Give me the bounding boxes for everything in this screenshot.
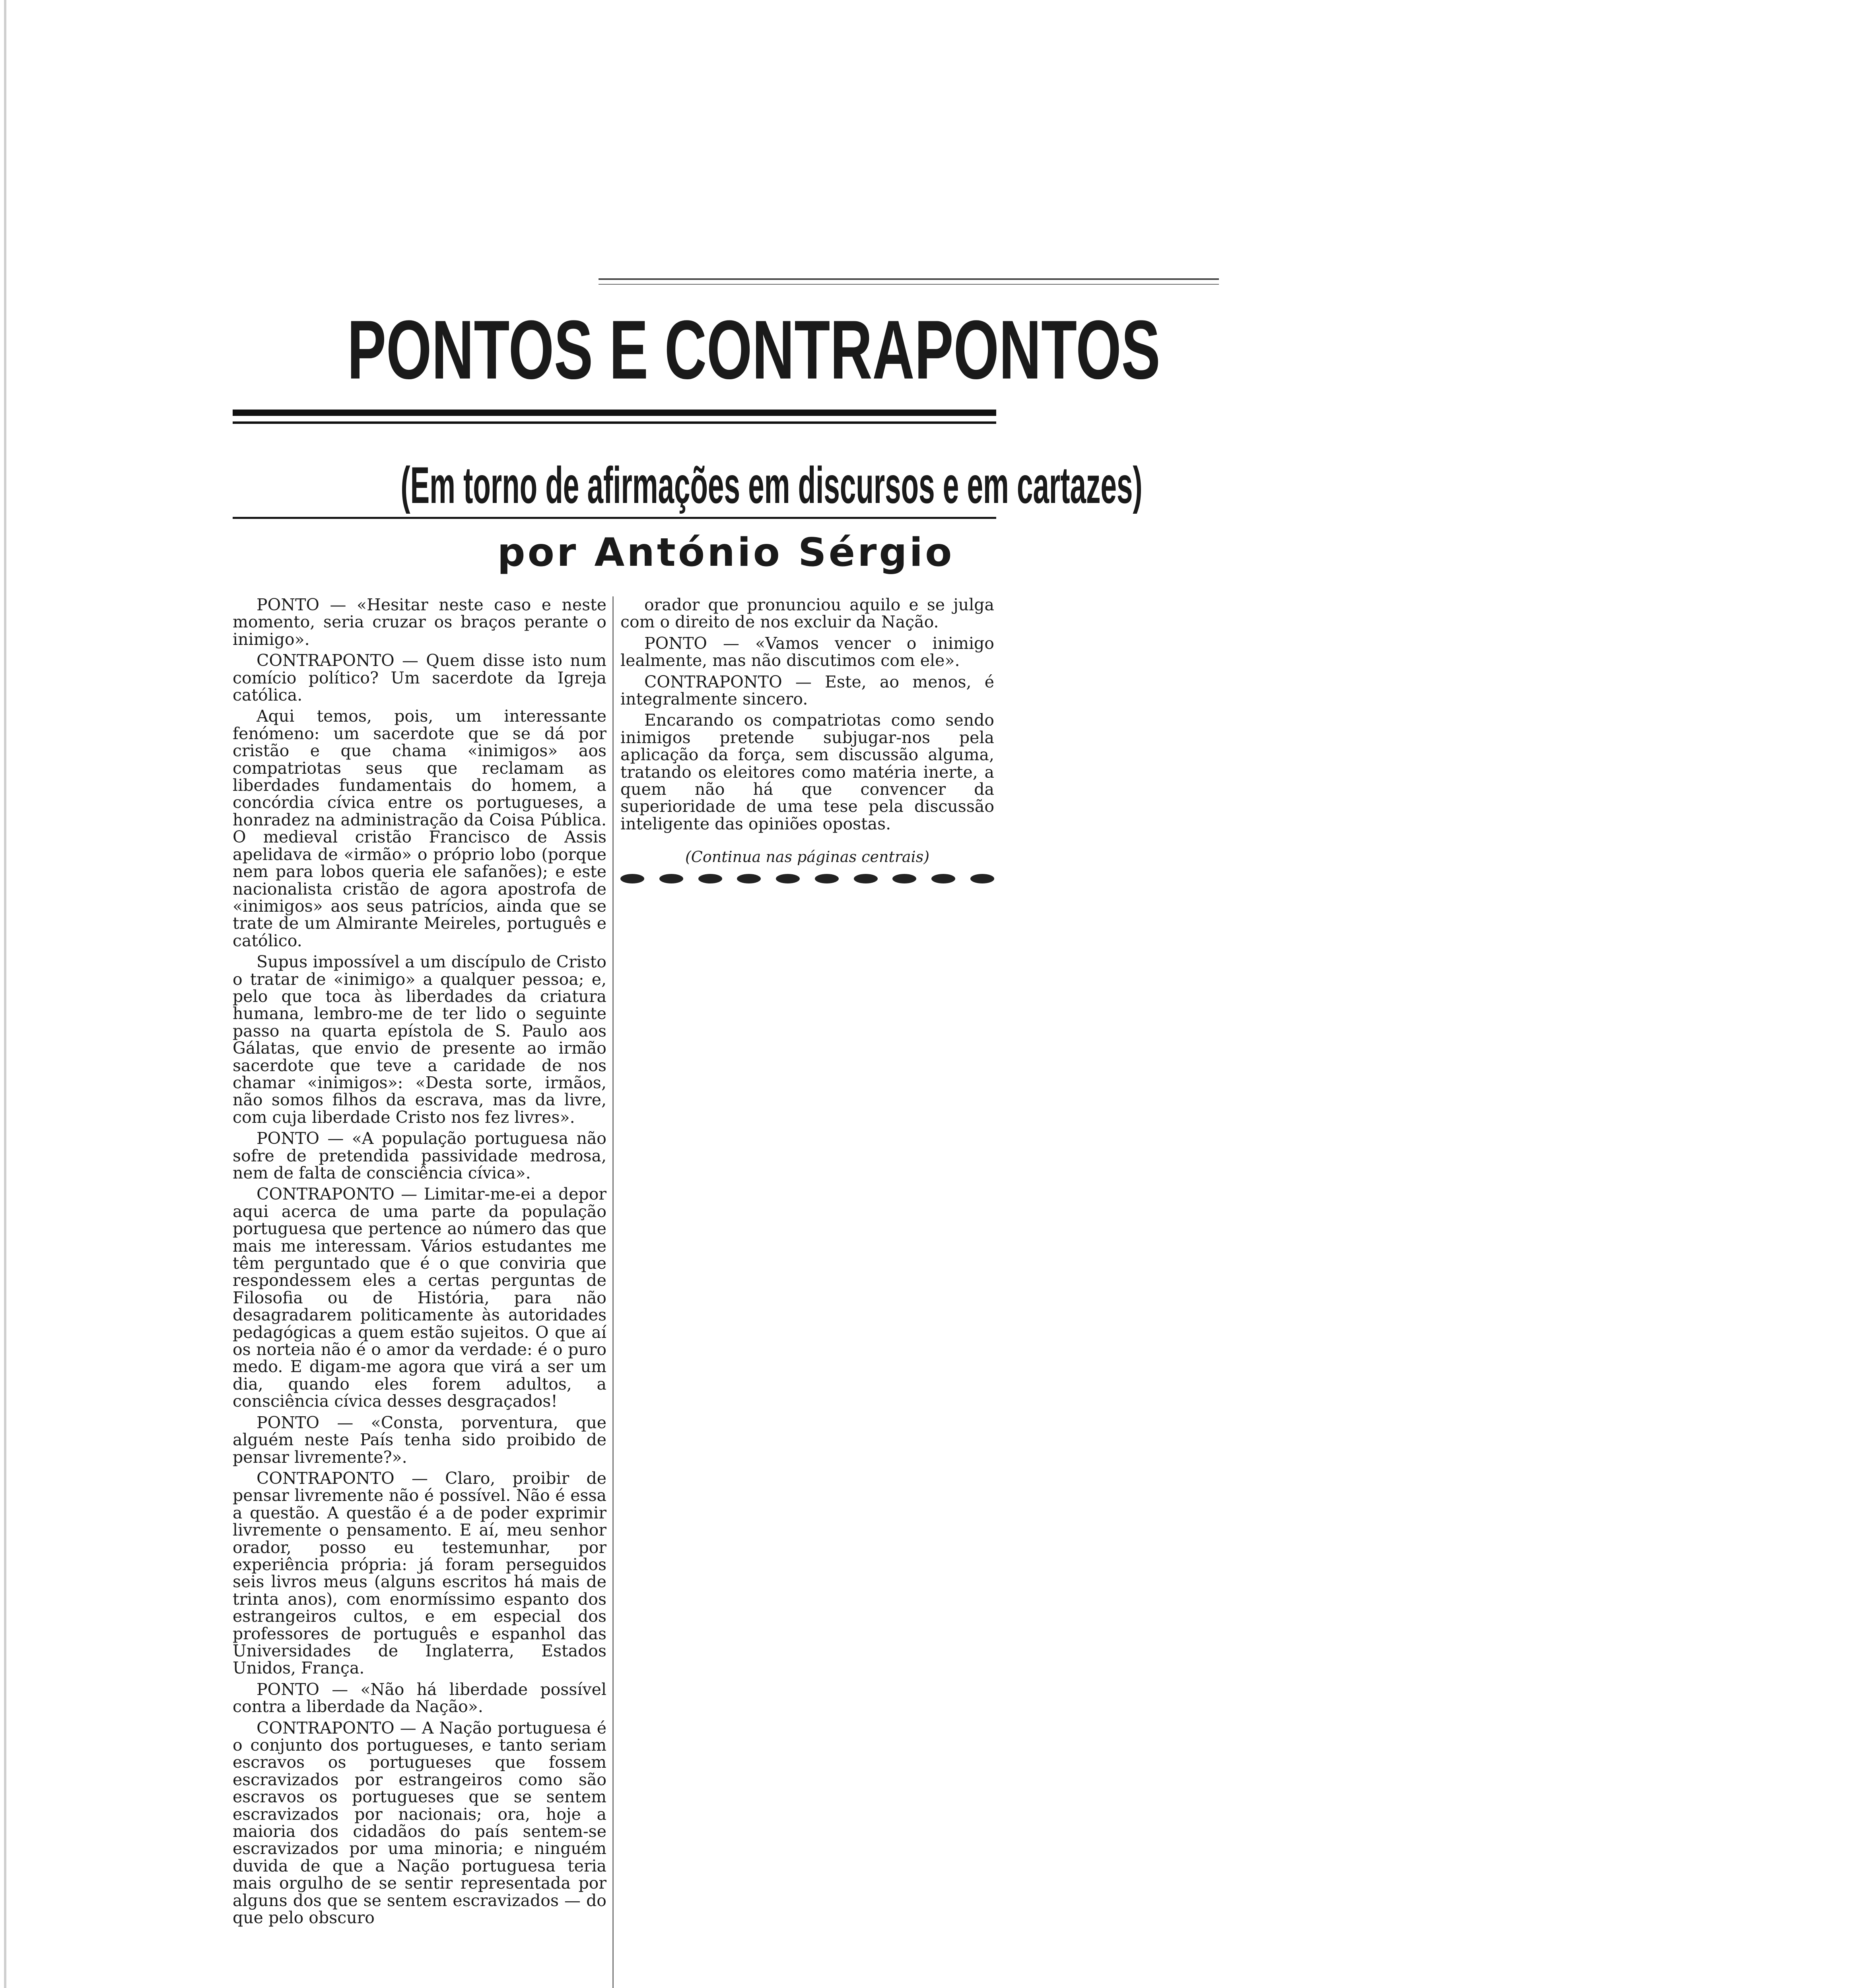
paragraph: Aqui temos, pois, um interessante fenómeno: um sacerdote que se dá por cristão e que chama «inimigos» aos compatriotas seus que reclamam as liberdades fundamentais do homem, a concórdia cívica entre os portugueses, a honradez na administração da Coisa Pública. O medieval cristão Francisco de Assis apelidava de «irmão» o próprio lobo (porque nem para lobos queria ele safanões); e este nacionalista cristão de agora apostrofa de «inimigos» aos seus patrícios, ainda que se trate de um Almirante Meireles, português e católico.: [233, 707, 606, 950]
paragraph: PONTO — «A população portuguesa não sofre de pretendida passividade medrosa, nem de falta de consciência cívica».: [233, 1129, 606, 1182]
paragraph: Encarando os compatriotas como sendo inimigos pretende subjugar-nos pela aplicação da força, sem discussão alguma, tratando os eleitores como matéria inerte, a quem não há que convencer da superioridade de uma tese pela discussão inteligente das opiniões opostas.: [620, 711, 994, 833]
page-edge: [4, 0, 6, 1988]
headline-rule: [233, 410, 996, 416]
paragraph: CONTRAPONTO — Limitar-me-ei a depor aqui acerca de uma parte da população portuguesa que pertence ao número das que mais me interessam. Vários estudantes me têm perguntado que é o que conviria que respondessem eles a certas perguntas de Filosofia ou de História, para não desagradarem politicamente às autoridades pedagógicas a quem estão sujeitos. O que aí os norteia não é o amor da verdade: é o puro medo. E digam-me agora que virá a ser um dia, quando eles forem adultos, a consciência cívica desses desgraçados!: [233, 1184, 606, 1411]
paragraph: CONTRAPONTO — Este, ao menos, é integralmente sincero.: [620, 672, 994, 709]
paragraph: CONTRAPONTO — A Nação portuguesa é o conjunto dos portugueses, e tanto seriam escravos os portugueses que fossem escravizados por estrangeiros como são escravos os portugueses que se sentem escravizados por nacionais; ora, hoje a maioria dos cidadãos do país sentem-se escravizados por uma minoria; e ninguém duvida de que a Nação portuguesa teria mais orgulho de se sentir representada por alguns dos que se sentem escravizados — do que pelo obscuro: [233, 1718, 606, 1928]
continuation-note: (Continua nas páginas centrais): [685, 848, 930, 866]
paragraph: CONTRAPONTO — Claro, proibir de pensar livremente não é possível. Não é essa a questão. A questão é a de poder exprimir livremente o pensamento. E aí, meu senhor orador, posso eu testemunhar, por experiência própria: já foram perseguidos seis livros meus (alguns escritos há mais de trinta anos), com enormíssimo espanto dos estrangeiros cultos, e em especial dos professores de português e espanhol das Universidades de Inglaterra, Estados Unidos, França.: [233, 1468, 606, 1678]
column-left: [233, 596, 606, 1930]
headline-rule-thin: [233, 421, 996, 424]
paragraph: PONTO — «Vamos vencer o inimigo lealmente, mas não discutimos com ele».: [620, 633, 994, 670]
column-divider: [612, 596, 614, 1988]
paragraph: CONTRAPONTO — Quem disse isto num comício político? Um sacerdote da Igreja católica.: [233, 651, 606, 705]
paragraph: Supus impossível a um discípulo de Cristo o tratar de «inimigo» a qualquer pessoa; e, pelo que toca às liberdades da criatura humana, lembro-me de ter lido o seguinte passo na quarta epístola de S. Paulo aos Gálatas, que envio de presente ao irmão sacerdote que teve a caridade de nos chamar «inimigos»: «Desta sorte, irmãos, não somos filhos da escrava, mas da livre, com cuja liberdade Cristo nos fez livres».: [233, 952, 606, 1127]
top-rule: [599, 278, 1219, 285]
column-right: [620, 596, 994, 886]
subtitle-rule: [233, 517, 996, 519]
paragraph: PONTO — «Hesitar neste caso e neste momento, seria cruzar os braços perante o inimigo».: [233, 595, 606, 649]
subtitle: (Em torno de afirmações em discursos e em cartazes): [400, 456, 1143, 514]
byline: por António Sérgio: [497, 530, 954, 575]
paragraph: orador que pronunciou aquilo e se julga com o direito de nos excluir da Nação.: [620, 595, 994, 632]
paragraph: PONTO — «Consta, porventura, que alguém neste País tenha sido proibido de pensar livremente?».: [233, 1413, 606, 1467]
headline: PONTOS E CONTRAPONTOS: [347, 303, 1160, 396]
ornament-rule: [620, 874, 994, 886]
paragraph: PONTO — «Não há liberdade possível contra a liberdade da Nação».: [233, 1679, 606, 1716]
newspaper-clipping: [233, 278, 1160, 1988]
